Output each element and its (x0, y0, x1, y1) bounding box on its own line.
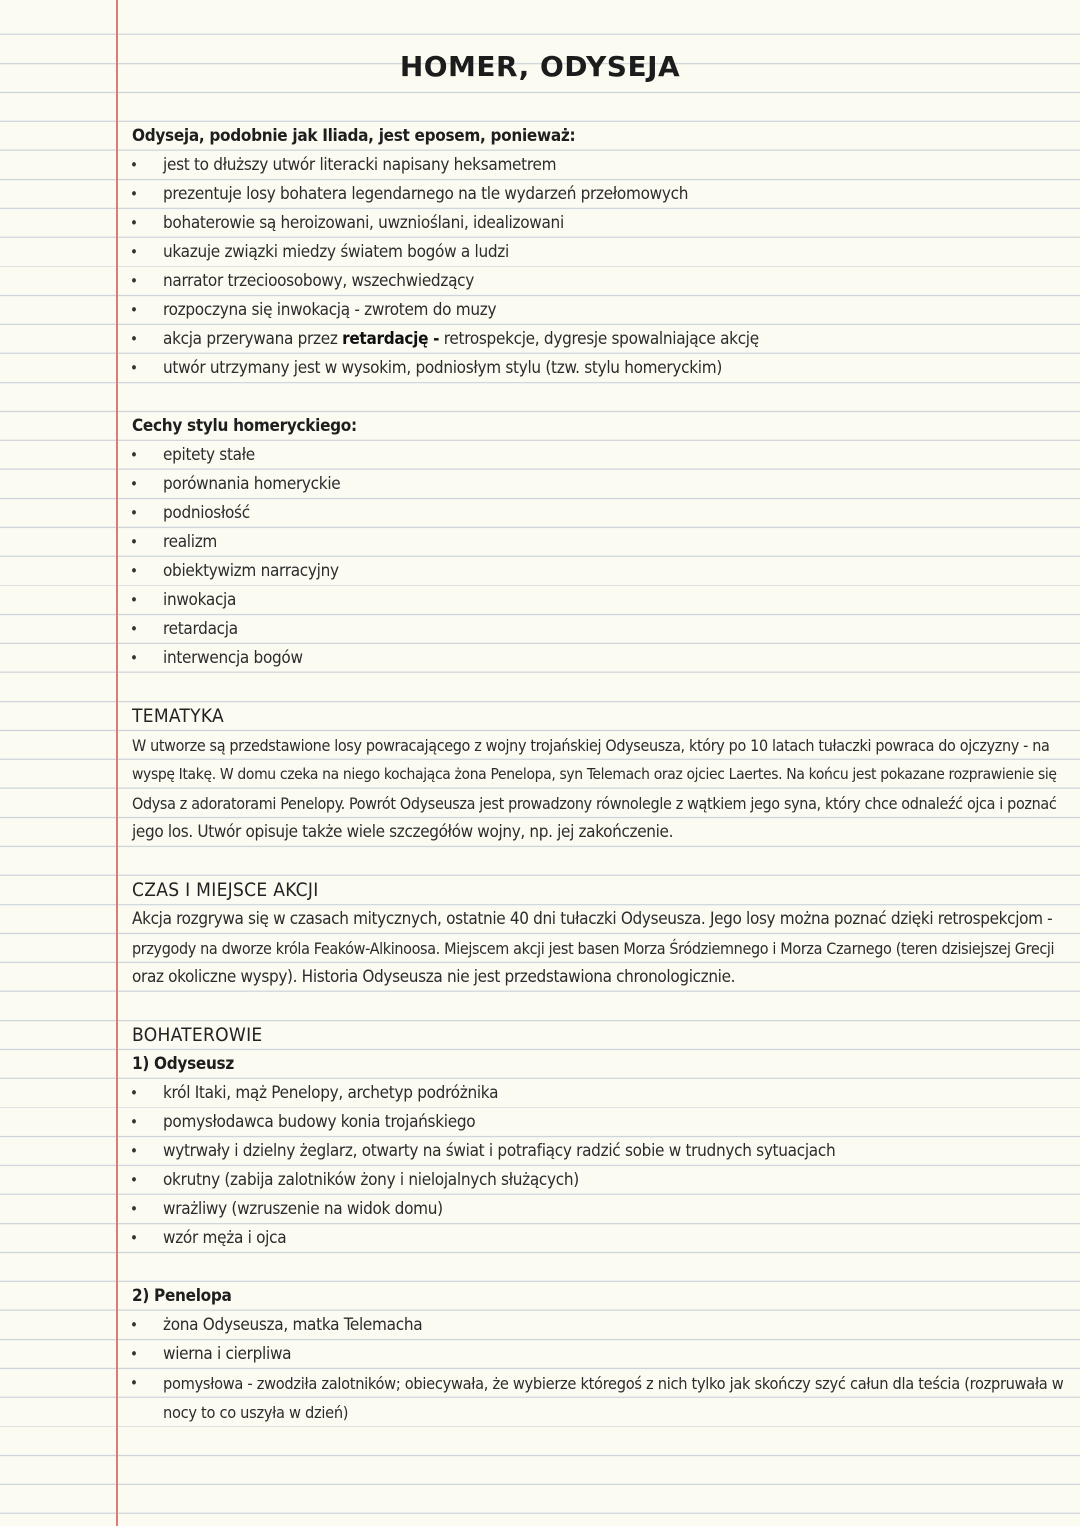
list-item: • wrażliwy (wzruszenie na widok domu) (132, 1195, 1062, 1224)
list-item: • jest to dłuższy utwór literacki napisany heksametrem (132, 151, 1062, 180)
list-item: • interwencja bogów (132, 644, 1062, 673)
spacer (132, 383, 1062, 412)
tematyka-line: jego los. Utwór opisuje także wiele szczegółów wojny, np. jej zakończenie. (132, 822, 674, 842)
tematyka-paragraph (132, 731, 1060, 847)
retardacja-text-post: retrospekcje, dygresje spowalniające akcję (439, 329, 759, 349)
list-item: • utwór utrzymany jest w wysokim, podniosłym stylu (tzw. stylu homeryckim) (132, 354, 1062, 383)
retardacja-term: retardację - (342, 329, 440, 349)
list-item: • retardacja (132, 615, 1062, 644)
epos-list (132, 151, 1062, 383)
tematyka-line: Odysa z adoratorami Penelopy. Powrót Odyseusza jest prowadzony równolegle z wątkiem jego syna, który chce odnaleźć ojca i poznać (132, 794, 1057, 813)
spacer (132, 847, 1062, 876)
tematyka-heading: TEMATYKA (132, 705, 225, 727)
penelopa-heading: 2) Penelopa (132, 1286, 232, 1306)
czas-line: oraz okoliczne wyspy). Historia Odyseusza nie jest przedstawiona chronologicznie. (132, 967, 736, 987)
czas-line: Akcja rozgrywa się w czasach mitycznych, ostatnie 40 dni tułaczki Odyseusza. Jego losy można poznać dzięki retrospekcjom - (132, 909, 1053, 929)
penelopa-long-line: nocy to co uszyła w dzień) (163, 1403, 349, 1422)
bohaterowie-heading: BOHATEROWIE (132, 1024, 263, 1046)
epos-heading: Odyseja, podobnie jak Iliada, jest eposem, ponieważ: (132, 126, 576, 146)
spacer (132, 992, 1062, 1021)
list-item: • wzór męża i ojca (132, 1224, 1062, 1253)
notes-content (132, 122, 1062, 1427)
list-item: • prezentuje losy bohatera legendarnego na tle wydarzeń przełomowych (132, 180, 1062, 209)
list-item: • narrator trzecioosobowy, wszechwiedzący (132, 267, 1062, 296)
tematyka-line: wyspę Itakę. W domu czeka na niego kochająca żona Penelopa, syn Telemach oraz ojciec Laertes. Na końcu jest pokazane rozprawienie się (132, 765, 1057, 783)
notebook-margin-line (116, 0, 118, 1526)
list-item: • pomysłodawca budowy konia trojańskiego (132, 1108, 1062, 1137)
styl-heading: Cechy stylu homeryckiego: (132, 416, 357, 436)
penelopa-long-line: • pomysłowa - zwodziła zalotników; obiecywała, że wybierze któregoś z nich tylko jak skończy szyć całun dla teścia (rozpruwała w (163, 1374, 1064, 1393)
list-item: • wytrwały i dzielny żeglarz, otwarty na świat i potrafiący radzić sobie w trudnych sytuacjach (132, 1137, 1062, 1166)
retardacja-text-pre: akcja przerywana przez (163, 329, 343, 349)
czas-line: przygody na dworze króla Feaków-Alkinoosa. Miejscem akcji jest basen Morza Śródziemnego i Morza Czarnego (teren dzisiejszej Grecji (132, 939, 1055, 958)
list-item: • podniosłość (132, 499, 1062, 528)
tematyka-line: W utworze są przedstawione losy powracającego z wojny trojańskiej Odyseusza, który po 10 latach tułaczki powraca do ojczyzny - na (132, 736, 1050, 755)
odyseusz-heading: 1) Odyseusz (132, 1054, 234, 1074)
penelopa-list (132, 1311, 1062, 1427)
odyseusz-list (132, 1079, 1062, 1253)
list-item: • inwokacja (132, 586, 1062, 615)
list-item: • obiektywizm narracyjny (132, 557, 1062, 586)
list-item: • wierna i cierpliwa (132, 1340, 1062, 1369)
list-item-retardacja (132, 325, 1062, 354)
list-item: • ukazuje związki miedzy światem bogów a ludzi (132, 238, 1062, 267)
styl-list (132, 441, 1062, 673)
list-item: • porównania homeryckie (132, 470, 1062, 499)
list-item: • żona Odyseusza, matka Telemacha (132, 1311, 1062, 1340)
spacer (132, 1253, 1062, 1282)
list-item: • król Itaki, mąż Penelopy, archetyp podróżnika (132, 1079, 1062, 1108)
list-item: • okrutny (zabija zalotników żony i nielojalnych służących) (132, 1166, 1062, 1195)
spacer (132, 673, 1062, 702)
list-item-long (132, 1369, 1062, 1427)
page-title: HOMER, ODYSEJA (399, 50, 681, 83)
list-item: • realizm (132, 528, 1062, 557)
czas-heading: CZAS I MIEJSCE AKCJI (132, 879, 319, 901)
list-item: • rozpoczyna się inwokacją - zwrotem do muzy (132, 296, 1062, 325)
list-item: • epitety stałe (132, 441, 1062, 470)
list-item: • bohaterowie są heroizowani, uwznioślani, idealizowani (132, 209, 1062, 238)
czas-paragraph (132, 905, 1060, 992)
